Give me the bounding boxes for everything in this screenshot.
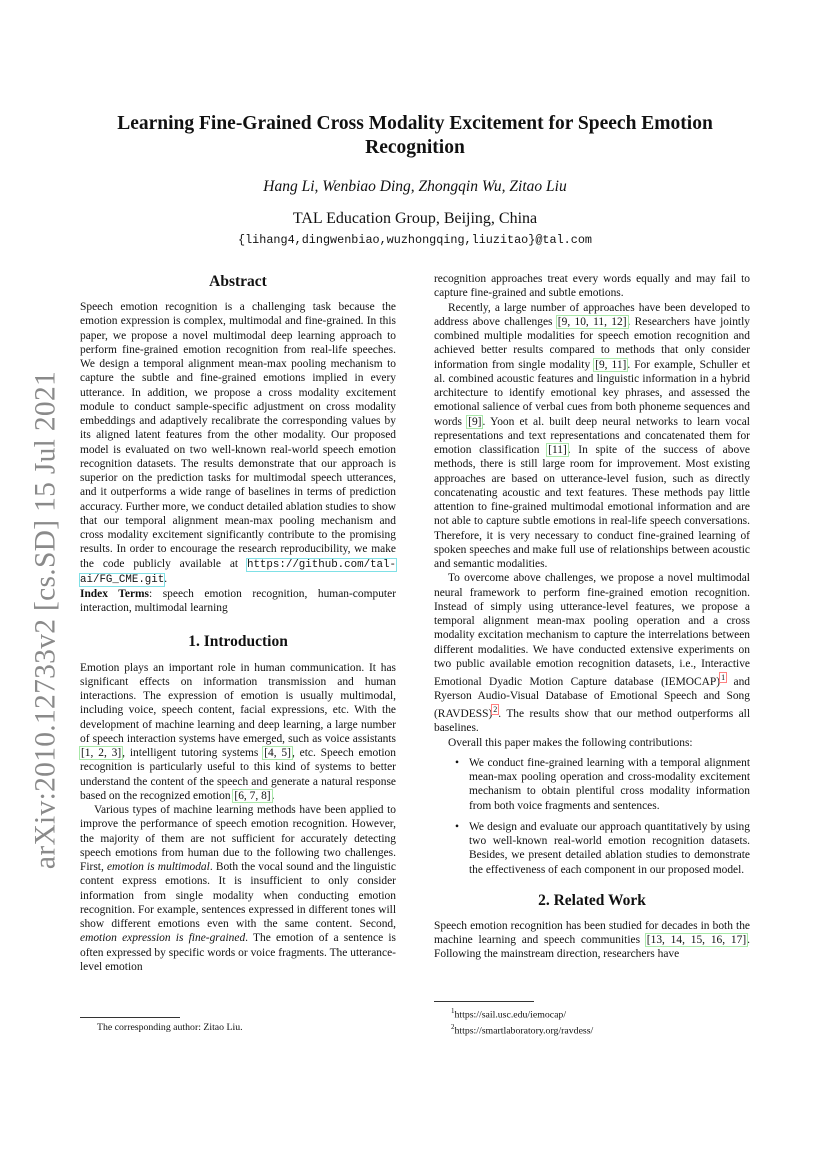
author-emails: {lihang4,dingwenbiao,wuzhongqing,liuzitao}@tal.com (238, 233, 592, 247)
right-p2-text: To overcome above challenges, we propose a novel multimodal neural framework to perform fine-grained emotion recognition. Instead of simply using utterance-level features, we propose a temporal alignment mean-max pooling operation and a cross modality excitation mechanism to capture the interrelations between different modalities. We have conducted extensive experiments on two public available emotion recognition datasets, i.e., Interactive Emotional Dyadic Motion Capture database (IEMOCAP) (434, 572, 750, 688)
related-work-paragraph (434, 919, 750, 962)
author-list: Hang Li, Wenbiao Ding, Zhongqin Wu, Zitao Liu (263, 178, 567, 195)
left-column (80, 272, 396, 974)
abstract-heading: Abstract (209, 273, 267, 290)
index-terms (80, 587, 396, 616)
related-work-text: Speech emotion recognition has been studied for decades in both the machine learning and speech communities (434, 919, 750, 947)
intro-p1-text: . (271, 789, 275, 802)
right-p1-text: . For example, Schuller et al. combined acoustic features and linguistic information in a hybrid architecture to identify emotional key phrases, and assessed the emotional salience of verbal cues from both phoneme sequences and words (434, 358, 751, 428)
footnote-1 (434, 1005, 593, 1021)
citation-link[interactable]: [9, 11] (595, 358, 627, 371)
right-paragraph-2 (434, 571, 750, 735)
citation-link[interactable]: [13, 14, 15, 16, 17] (646, 934, 747, 947)
corresponding-author-note: The corresponding author: Zitao Liu. (97, 1022, 243, 1033)
right-p2-text: and Ryerson Audio-Visual Database of Emotional Speech and Song (RAVDESS) (434, 675, 751, 721)
footnote-2 (434, 1021, 593, 1037)
paper-title (80, 112, 750, 160)
footnote-1-mark: 1 (451, 1007, 455, 1015)
right-p1-text: Recently, a large number of approaches have been developed to address above challenges (434, 301, 750, 328)
right-footnote-area (434, 1001, 593, 1038)
right-p2-text: . The results show that our method outperforms all baselines. (434, 708, 750, 735)
abstract-text: Speech emotion recognition is a challenging task because the emotion expression is complex, multimodal and fine-grained. In this paper, we propose a novel multimodal deep learning approach to perform fine-grained emotion recognition from real-life speeches. We design a temporal alignment mean-max pooling mechanism to capture the subtle and fine-grained emotions implied in every utterance. In addition, we propose a cross modality excitement module to conduct sample-specific adjustment on cross modality embeddings and adaptively recalibrate the corresponding values by its aligned latent features from the other modality. Our proposed model is evaluated on two well-known real-world speech emotion recognition datasets. The results demonstrate that our approach is superior on the prediction tasks for multimodal speech utterances, and it outperforms a wide range of baselines in terms of prediction accuracy. Further more, we conduct detailed ablation studies to show that our temporal alignment mean-max pooling mechanism and cross modality excitement significantly contribute to the promising results. In order to encourage the research reproducibility, we make the code publicly available at (80, 301, 396, 570)
right-paragraph-1 (434, 301, 750, 572)
intro-p1-text: Emotion plays an important role in human communication. It has significant effects on information transmission and human interactions. The expression of emotion is usually multimodal, including voice, speech content, facial expressions, etc. With the development of machine learning and deep learning, a large number of speech interaction systems have emerged, such as voice assistants (80, 661, 396, 745)
footnote-link[interactable]: 2 (493, 705, 498, 715)
citation-link[interactable]: [9] (468, 415, 482, 428)
citation-link[interactable]: [9, 10, 11, 12] (557, 315, 627, 328)
affiliation: TAL Education Group, Beijing, China (292, 210, 538, 227)
intro-paragraph-2 (80, 803, 396, 974)
citation-link[interactable]: [4, 5] (264, 747, 291, 759)
citation-link[interactable]: [6, 7, 8] (234, 789, 271, 802)
footnote-rule (80, 1017, 180, 1018)
abstract-end: . (164, 572, 168, 585)
citation-link[interactable]: [11] (548, 444, 567, 456)
list-item (434, 820, 750, 877)
right-column (434, 272, 750, 962)
intro-p1-text: , etc. Speech emotion recognition is particularly useful to this kind of systems to better understand the content of the speech and generate a natural response based on the recognized emotion (80, 747, 396, 802)
bullet-glyph: • (455, 756, 460, 769)
paper-title-line-1: Learning Fine-Grained Cross Modality Excitement for Speech Emotion (117, 113, 713, 134)
contribution-1: We conduct fine-grained learning with a temporal alignment mean-max pooling operation and cross-modality excitement mechanism to obtain plentiful cross modality information from both voice fragments and sentences. (469, 756, 750, 812)
footnote-link[interactable]: 1 (721, 673, 726, 682)
contribution-list (434, 756, 750, 877)
paper-title-line-2: Recognition (365, 137, 465, 158)
arxiv-stamp (16, 370, 76, 870)
intro-paragraph-1 (80, 661, 396, 804)
arxiv-stamp-text: arXiv:2010.12733v2 [cs.SD] 15 Jul 2021 (29, 370, 62, 870)
intro-p2-text: Various types of machine learning methods have been applied to improve the performance of speech emotion recognition. However, the majority of them are not sufficient for accurately detecting speech emotions from human due to the following two challenges. First, (80, 804, 396, 873)
footnote-1-url[interactable]: https://sail.usc.edu/iemocap/ (454, 1009, 567, 1021)
code-link[interactable]: https://github.com/tal-ai/FG_CME.git (80, 558, 396, 586)
right-p1-text: . Researchers have jointly combined multiple modalities for speech emotion recognition and achieved better results compared to methods that only consider information from single modality (434, 315, 750, 371)
intro-p2-emphasis: emotion expression is fine-grained (80, 932, 246, 945)
footnote-2-url[interactable]: https://smartlaboratory.org/ravdess/ (454, 1025, 594, 1037)
right-p1-text: . Yoon et al. built deep neural networks to learn vocal representations and text representations and concatenated them for emotion classification (434, 415, 750, 456)
footnote-rule (434, 1001, 534, 1002)
index-terms-text: : speech emotion recognition, human-computer interaction, multimodal learning (80, 588, 396, 615)
right-paragraph-0: recognition approaches treat every words equally and may fail to capture fine-grained and subtle emotions. (434, 273, 750, 300)
bullet-glyph: • (455, 820, 460, 833)
related-work-heading: 2. Related Work (538, 891, 646, 909)
intro-p2-text: . The emotion of a sentence is often expressed by specific words or voice fragments. The utterance-level emotion (80, 932, 396, 973)
intro-p1-text: , intelligent tutoring systems (122, 747, 264, 759)
intro-p2-text: . Both the vocal sound and the linguistic content express emotions. It is insufficient to only consider information from single modality when conducting emotion recognition. For example, sentences expressed in different tones will show different emotions even with the same content. Second, (80, 861, 396, 930)
intro-p2-emphasis: emotion is multimodal (106, 861, 210, 873)
right-p1-text: . In spite of the success of above methods, there is still large room for improvement. Most existing approaches are based on utterance-level fusion, such as directly concatenating acoustic and text features. These methods pay little attention to fine-grained multimodal emotional information and are not able to capture subtle emotions in real-life speech conversations. Therefore, it is very necessary to conduct fine-grained learning of spoken speeches and make full use of relationships between acoustic and semantic modalities. (434, 444, 750, 570)
contribution-2: We design and evaluate our approach quantitatively by using two well-known real-world emotion recognition datasets. Besides, we present detailed ablation studies to demonstrate the effectiveness of each component in our proposed model. (469, 820, 750, 876)
introduction-heading: 1. Introduction (188, 632, 288, 650)
footnote-2-mark: 2 (451, 1023, 455, 1032)
index-terms-label: Index Terms (80, 588, 150, 600)
list-item (434, 756, 750, 813)
right-paragraph-3: Overall this paper makes the following contributions: (448, 736, 693, 749)
citation-link[interactable]: [1, 2, 3] (81, 747, 122, 759)
abstract-body (80, 300, 396, 587)
related-work-text: . Following the mainstream direction, researchers have (434, 934, 750, 961)
left-footnote-area (80, 1017, 243, 1034)
